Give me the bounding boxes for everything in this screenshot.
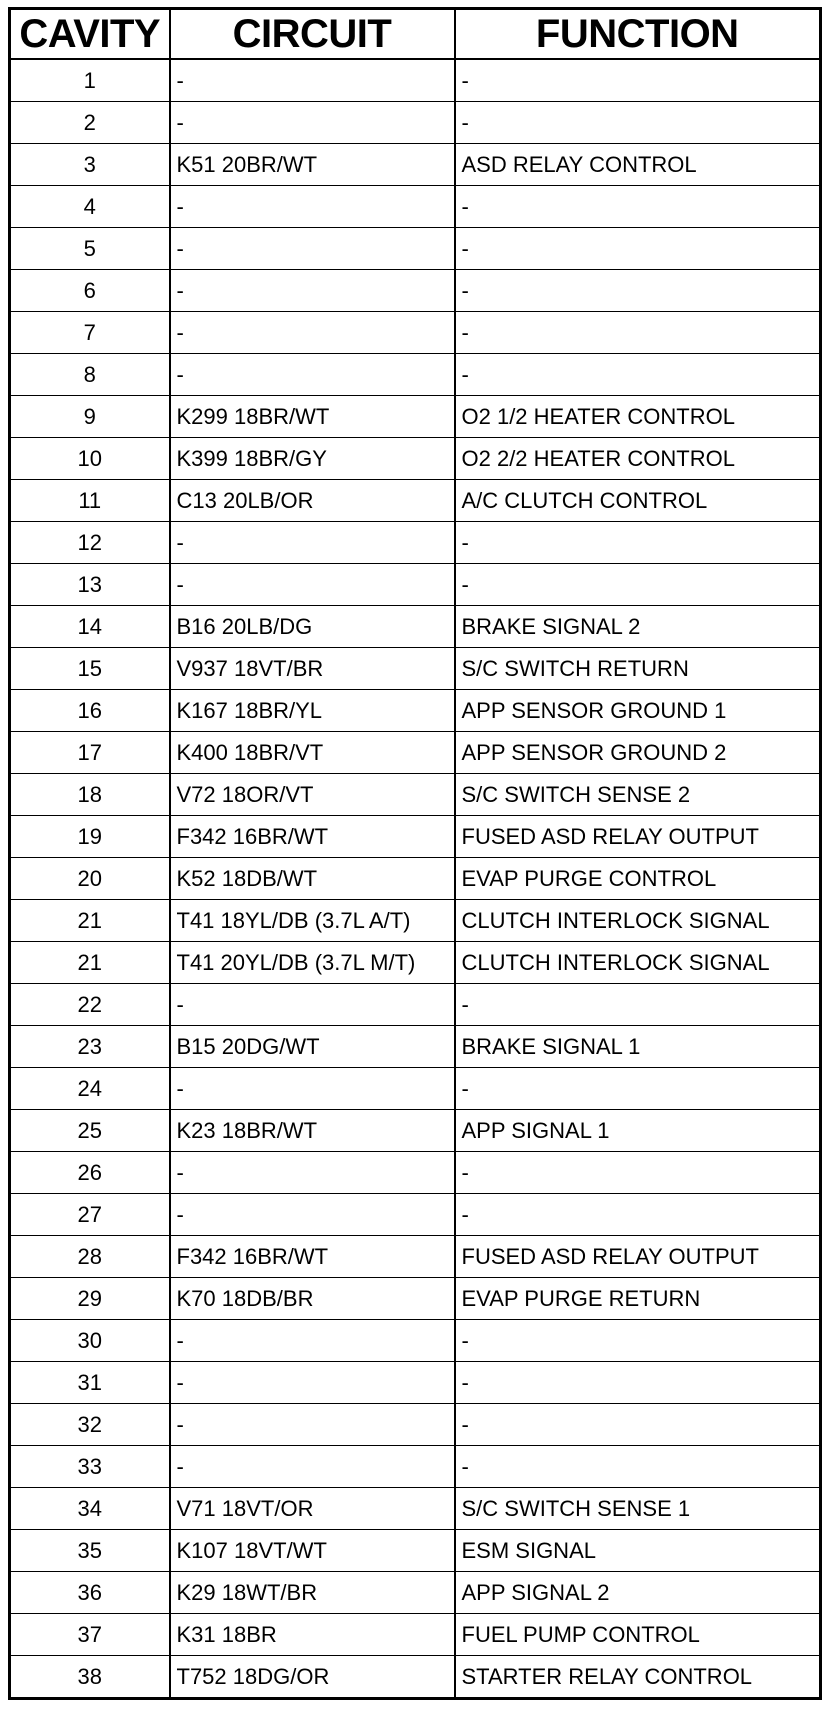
function-cell: - — [455, 564, 821, 606]
function-cell: - — [455, 228, 821, 270]
table-row — [10, 1362, 821, 1404]
function-cell: O2 2/2 HEATER CONTROL — [455, 438, 821, 480]
cavity-cell: 37 — [10, 1614, 170, 1656]
cavity-cell: 22 — [10, 984, 170, 1026]
circuit-cell: - — [170, 270, 455, 312]
function-cell: CLUTCH INTERLOCK SIGNAL — [455, 942, 821, 984]
function-cell: BRAKE SIGNAL 1 — [455, 1026, 821, 1068]
circuit-cell: - — [170, 1068, 455, 1110]
connector-pinout-table — [8, 7, 822, 1700]
cavity-cell: 11 — [10, 480, 170, 522]
table-row — [10, 1572, 821, 1614]
function-cell: - — [455, 312, 821, 354]
cavity-column-header: CAVITY — [10, 9, 170, 60]
circuit-cell: - — [170, 228, 455, 270]
table-row — [10, 984, 821, 1026]
circuit-cell: K400 18BR/VT — [170, 732, 455, 774]
circuit-cell: - — [170, 1152, 455, 1194]
table-row — [10, 1068, 821, 1110]
function-cell: APP SIGNAL 1 — [455, 1110, 821, 1152]
function-cell: - — [455, 1404, 821, 1446]
header-row — [10, 9, 821, 60]
function-cell: - — [455, 186, 821, 228]
circuit-column-header: CIRCUIT — [170, 9, 455, 60]
cavity-cell: 32 — [10, 1404, 170, 1446]
circuit-cell: K31 18BR — [170, 1614, 455, 1656]
function-cell: - — [455, 522, 821, 564]
cavity-cell: 3 — [10, 144, 170, 186]
circuit-cell: K107 18VT/WT — [170, 1530, 455, 1572]
table-row — [10, 354, 821, 396]
circuit-cell: V71 18VT/OR — [170, 1488, 455, 1530]
table-row — [10, 1530, 821, 1572]
cavity-cell: 2 — [10, 102, 170, 144]
table-row — [10, 1194, 821, 1236]
table-row — [10, 522, 821, 564]
table-row — [10, 1614, 821, 1656]
function-cell: ESM SIGNAL — [455, 1530, 821, 1572]
cavity-cell: 6 — [10, 270, 170, 312]
cavity-cell: 27 — [10, 1194, 170, 1236]
cavity-cell: 18 — [10, 774, 170, 816]
function-cell: BRAKE SIGNAL 2 — [455, 606, 821, 648]
table-row — [10, 312, 821, 354]
circuit-cell: - — [170, 186, 455, 228]
cavity-cell: 7 — [10, 312, 170, 354]
cavity-cell: 17 — [10, 732, 170, 774]
table-row — [10, 900, 821, 942]
circuit-cell: V72 18OR/VT — [170, 774, 455, 816]
table-row — [10, 564, 821, 606]
function-cell: O2 1/2 HEATER CONTROL — [455, 396, 821, 438]
cavity-cell: 8 — [10, 354, 170, 396]
circuit-cell: - — [170, 522, 455, 564]
function-cell: - — [455, 59, 821, 102]
function-cell: APP SENSOR GROUND 2 — [455, 732, 821, 774]
circuit-cell: K52 18DB/WT — [170, 858, 455, 900]
cavity-cell: 15 — [10, 648, 170, 690]
cavity-cell: 25 — [10, 1110, 170, 1152]
cavity-cell: 26 — [10, 1152, 170, 1194]
table-row — [10, 1656, 821, 1699]
function-cell: FUSED ASD RELAY OUTPUT — [455, 816, 821, 858]
function-cell: - — [455, 354, 821, 396]
cavity-cell: 30 — [10, 1320, 170, 1362]
circuit-cell: F342 16BR/WT — [170, 816, 455, 858]
function-cell: S/C SWITCH SENSE 2 — [455, 774, 821, 816]
function-cell: A/C CLUTCH CONTROL — [455, 480, 821, 522]
circuit-cell: - — [170, 1194, 455, 1236]
function-cell: FUEL PUMP CONTROL — [455, 1614, 821, 1656]
table-row — [10, 690, 821, 732]
table-row — [10, 1488, 821, 1530]
connector-pinout-sheet — [8, 7, 819, 1700]
cavity-cell: 21 — [10, 942, 170, 984]
circuit-cell: - — [170, 1404, 455, 1446]
function-cell: - — [455, 984, 821, 1026]
circuit-cell: T41 20YL/DB (3.7L M/T) — [170, 942, 455, 984]
cavity-cell: 16 — [10, 690, 170, 732]
circuit-cell: - — [170, 59, 455, 102]
function-cell: EVAP PURGE CONTROL — [455, 858, 821, 900]
function-cell: - — [455, 1068, 821, 1110]
circuit-cell: T752 18DG/OR — [170, 1656, 455, 1699]
cavity-cell: 31 — [10, 1362, 170, 1404]
table-row — [10, 1152, 821, 1194]
table-row — [10, 396, 821, 438]
circuit-cell: - — [170, 102, 455, 144]
table-row — [10, 1278, 821, 1320]
table-row — [10, 1446, 821, 1488]
cavity-cell: 13 — [10, 564, 170, 606]
table-body — [10, 59, 821, 1699]
function-cell: - — [455, 270, 821, 312]
table-row — [10, 144, 821, 186]
table-row — [10, 228, 821, 270]
table-row — [10, 1236, 821, 1278]
circuit-cell: K167 18BR/YL — [170, 690, 455, 732]
circuit-cell: T41 18YL/DB (3.7L A/T) — [170, 900, 455, 942]
table-row — [10, 270, 821, 312]
function-cell: - — [455, 1320, 821, 1362]
circuit-cell: K51 20BR/WT — [170, 144, 455, 186]
circuit-cell: K29 18WT/BR — [170, 1572, 455, 1614]
table-row — [10, 1026, 821, 1068]
table-header — [10, 9, 821, 60]
circuit-cell: V937 18VT/BR — [170, 648, 455, 690]
circuit-cell: B15 20DG/WT — [170, 1026, 455, 1068]
cavity-cell: 29 — [10, 1278, 170, 1320]
function-cell: - — [455, 1152, 821, 1194]
circuit-cell: - — [170, 354, 455, 396]
function-cell: CLUTCH INTERLOCK SIGNAL — [455, 900, 821, 942]
table-row — [10, 858, 821, 900]
circuit-cell: B16 20LB/DG — [170, 606, 455, 648]
circuit-cell: K70 18DB/BR — [170, 1278, 455, 1320]
function-cell: S/C SWITCH RETURN — [455, 648, 821, 690]
cavity-cell: 10 — [10, 438, 170, 480]
table-row — [10, 774, 821, 816]
cavity-cell: 34 — [10, 1488, 170, 1530]
cavity-cell: 19 — [10, 816, 170, 858]
cavity-cell: 33 — [10, 1446, 170, 1488]
function-cell: S/C SWITCH SENSE 1 — [455, 1488, 821, 1530]
function-cell: - — [455, 1446, 821, 1488]
cavity-cell: 14 — [10, 606, 170, 648]
function-cell: - — [455, 1194, 821, 1236]
table-row — [10, 102, 821, 144]
circuit-cell: - — [170, 1446, 455, 1488]
cavity-cell: 21 — [10, 900, 170, 942]
cavity-cell: 4 — [10, 186, 170, 228]
circuit-cell: - — [170, 1320, 455, 1362]
function-cell: - — [455, 1362, 821, 1404]
table-row — [10, 438, 821, 480]
cavity-cell: 1 — [10, 59, 170, 102]
cavity-cell: 35 — [10, 1530, 170, 1572]
cavity-cell: 38 — [10, 1656, 170, 1699]
cavity-cell: 24 — [10, 1068, 170, 1110]
table-row — [10, 606, 821, 648]
table-row — [10, 1404, 821, 1446]
cavity-cell: 20 — [10, 858, 170, 900]
table-row — [10, 480, 821, 522]
function-cell: FUSED ASD RELAY OUTPUT — [455, 1236, 821, 1278]
table-row — [10, 1320, 821, 1362]
cavity-cell: 23 — [10, 1026, 170, 1068]
circuit-cell: - — [170, 1362, 455, 1404]
table-row — [10, 648, 821, 690]
function-cell: ASD RELAY CONTROL — [455, 144, 821, 186]
function-cell: STARTER RELAY CONTROL — [455, 1656, 821, 1699]
function-cell: EVAP PURGE RETURN — [455, 1278, 821, 1320]
function-cell: APP SIGNAL 2 — [455, 1572, 821, 1614]
circuit-cell: - — [170, 312, 455, 354]
table-row — [10, 1110, 821, 1152]
table-row — [10, 732, 821, 774]
function-cell: - — [455, 102, 821, 144]
function-cell: APP SENSOR GROUND 1 — [455, 690, 821, 732]
circuit-cell: - — [170, 984, 455, 1026]
cavity-cell: 5 — [10, 228, 170, 270]
cavity-cell: 36 — [10, 1572, 170, 1614]
table-row — [10, 816, 821, 858]
cavity-cell: 9 — [10, 396, 170, 438]
cavity-cell: 12 — [10, 522, 170, 564]
table-row — [10, 59, 821, 102]
circuit-cell: - — [170, 564, 455, 606]
circuit-cell: C13 20LB/OR — [170, 480, 455, 522]
function-column-header: FUNCTION — [455, 9, 821, 60]
table-row — [10, 942, 821, 984]
cavity-cell: 28 — [10, 1236, 170, 1278]
circuit-cell: F342 16BR/WT — [170, 1236, 455, 1278]
circuit-cell: K399 18BR/GY — [170, 438, 455, 480]
circuit-cell: K299 18BR/WT — [170, 396, 455, 438]
table-row — [10, 186, 821, 228]
circuit-cell: K23 18BR/WT — [170, 1110, 455, 1152]
